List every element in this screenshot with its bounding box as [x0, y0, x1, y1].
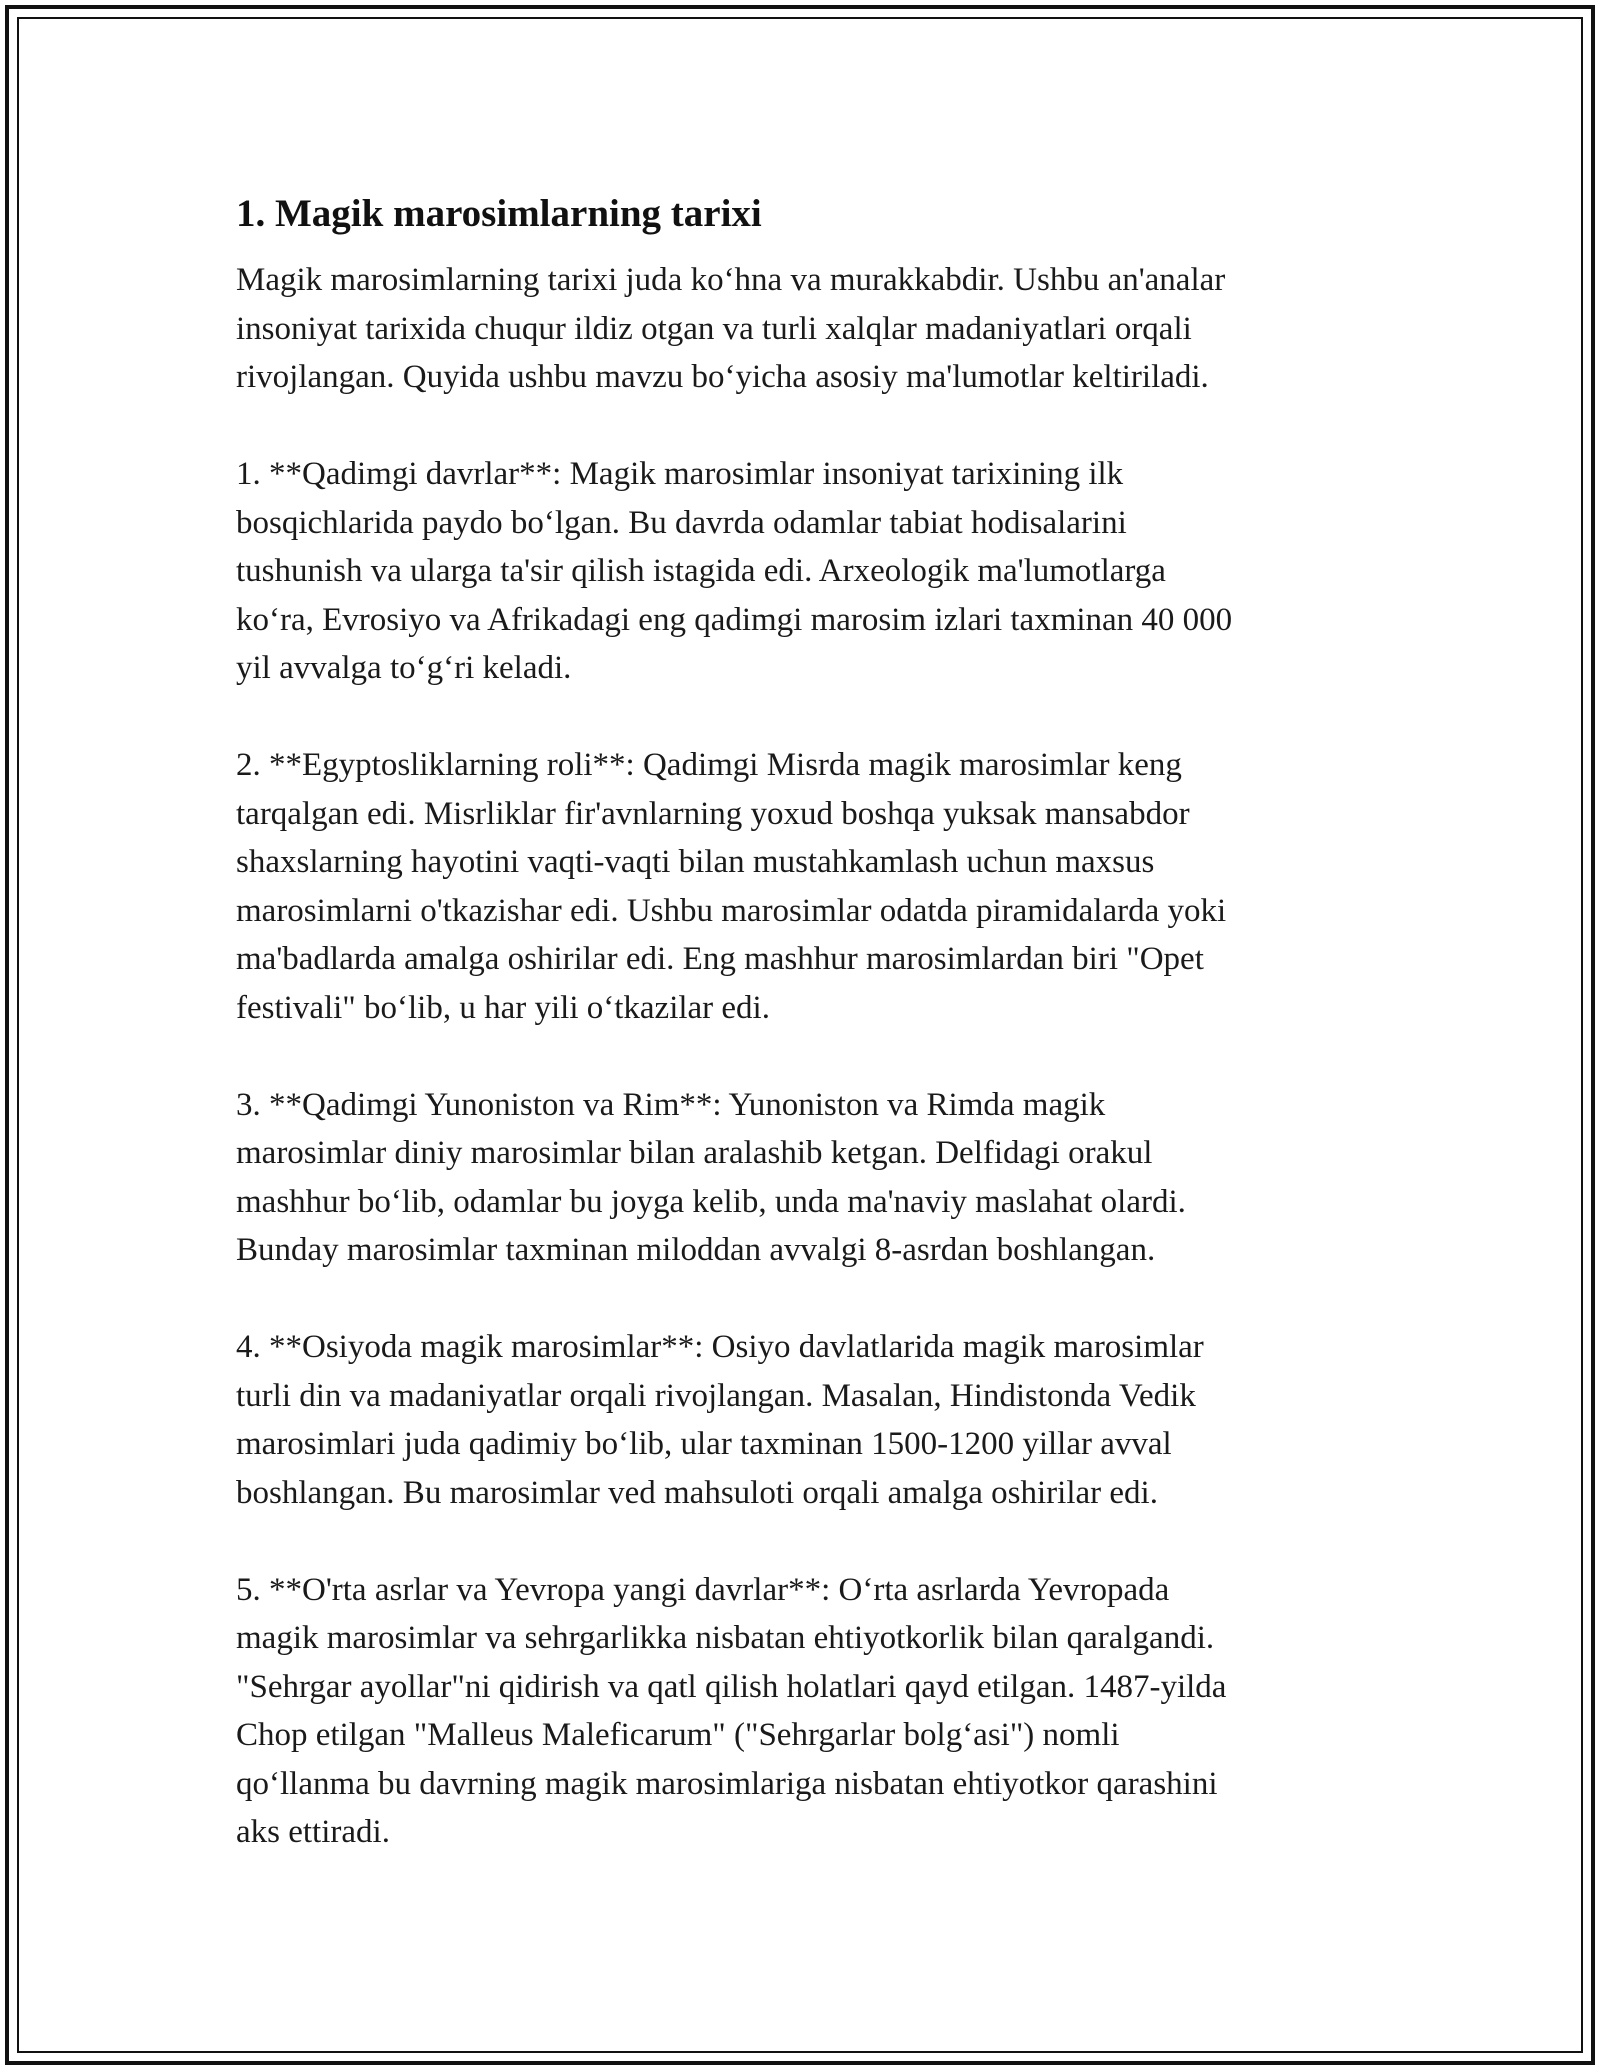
paragraph-ancient-times: 1. **Qadimgi davrlar**: Magik marosimlar insoniyat tarixining ilk bosqichlarida paydo bo‘lgan. Bu davrda odamlar tabiat hodisalarini tushunish va ularga ta'sir qilish istagida edi. Arxeologik ma'lumotlarga ko‘ra, Evrosiyo va Afrikadagi eng qadimgi marosim izlari taxminan 40 000 yil avvalga to‘g‘ri keladi. [236, 456, 1233, 686]
section-heading: 1. Magik marosimlarning tarixi [236, 192, 762, 235]
paragraph-egypt: 2. **Egyptosliklarning roli**: Qadimgi Misrda magik marosimlar keng tarqalgan edi. Misrliklar fir'avnlarning yoxud boshqa yuksak mansabdor shaxslarning hayotini vaqti-vaqti bilan mustahkamlash uchun maxsus marosimlarni o'tkazishar edi. Ushbu marosimlar odatda piramidalarda yoki ma'badlarda amalga oshirilar edi. Eng mashhur marosimlardan biri "Opet festivali" bo‘lib, u har yili o‘tkazilar edi. [236, 747, 1227, 1026]
paragraph-greece-rome: 3. **Qadimgi Yunoniston va Rim**: Yunoniston va Rimda magik marosimlar diniy marosimlar bilan aralashib ketgan. Delfidagi orakul mashhur bo‘lib, odamlar bu joyga kelib, unda ma'naviy maslahat olardi. Bunday marosimlar taxminan miloddan avvalgi 8-asrdan boshlangan. [236, 1086, 1186, 1268]
intro-paragraph: Magik marosimlarning tarixi juda ko‘hna va murakkabdir. Ushbu an'analar insoniyat tarixida chuqur ildiz otgan va turli xalqlar madaniyatlari orqali rivojlangan. Quyida ushbu mavzu bo‘yicha asosiy ma'lumotlar keltiriladi. [236, 262, 1226, 395]
paragraph-middle-ages: 5. **O'rta asrlar va Yevropa yangi davrlar**: O‘rta asrlarda Yevropada magik marosimlar va sehrgarlikka nisbatan ehtiyotkorlik bilan qaralgandi. "Sehrgar ayollar"ni qidirish va qatl qilish holatlari qayd etilgan. 1487-yilda Chop etilgan "Malleus Maleficarum" ("Sehrgarlar bolg‘asi") nomli qo‘llanma bu davrning magik marosimlariga nisbatan ehtiyotkor qarashini aks ettiradi. [236, 1571, 1227, 1850]
paragraph-asia: 4. **Osiyoda magik marosimlar**: Osiyo davlatlarida magik marosimlar turli din va madaniyatlar orqali rivojlangan. Masalan, Hindistonda Vedik marosimlari juda qadimiy bo‘lib, ular taxminan 1500-1200 yillar avval boshlangan. Bu marosimlar ved mahsuloti orqali amalga oshirilar edi. [236, 1329, 1204, 1511]
document-body [236, 186, 1366, 1905]
